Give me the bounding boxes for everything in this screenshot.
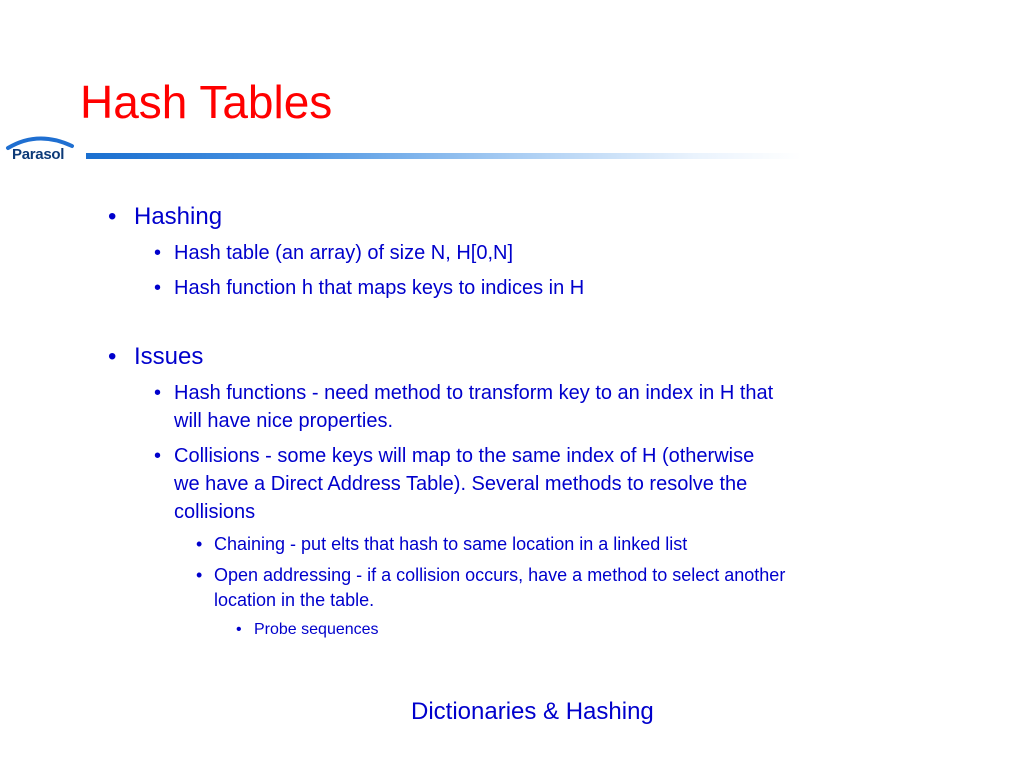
parasol-logo: [4, 132, 80, 168]
logo-text: Parasol: [12, 146, 65, 163]
slide-footer: Dictionaries & Hashing: [411, 698, 654, 725]
bullet-hash-table: • Hash table (an array) of size N, H[0,N]: [154, 242, 514, 264]
title-divider: [86, 153, 802, 159]
slide-title: Hash Tables: [80, 76, 333, 128]
bullet-chaining: • Chaining - put elts that hash to same location in a linked list: [196, 534, 688, 554]
bullet-open-addressing: • Open addressing - if a collision occurs, have a method to select another location in the table.: [196, 565, 786, 610]
bullet-hashing: • Hashing: [108, 203, 223, 230]
bullet-collisions: • Collisions - some keys will map to the same index of H (otherwise we have a Direct Address Table). Several methods to resolve the collisions: [154, 445, 755, 523]
bullet-issues: • Issues: [108, 343, 204, 370]
bullet-probe-sequences: • Probe sequences: [236, 621, 379, 638]
bullet-hash-functions: • Hash functions - need method to transform key to an index in H that will have nice properties.: [154, 382, 774, 432]
bullet-hash-function: • Hash function h that maps keys to indices in H: [154, 277, 585, 299]
